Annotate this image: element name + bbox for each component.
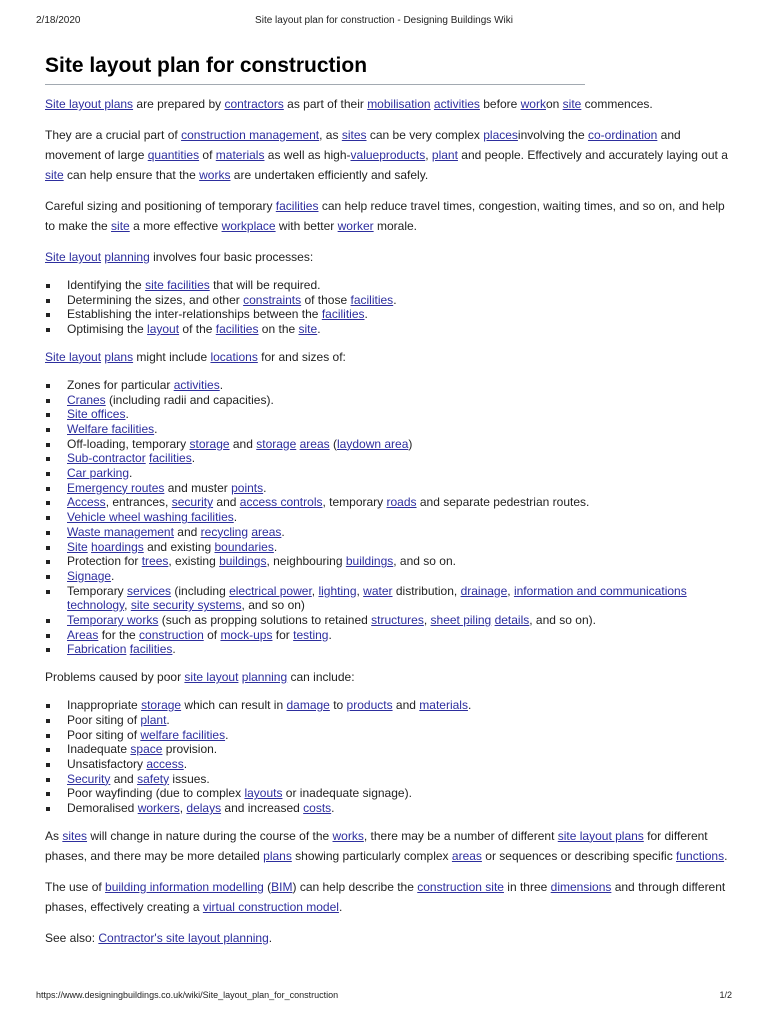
text-run: , (124, 598, 131, 613)
text-run: . (364, 307, 368, 322)
text-run: involves four basic processes: (149, 250, 314, 264)
text-run: which can result in (181, 698, 287, 713)
text-run: , (507, 583, 514, 598)
wiki-link[interactable]: materials (419, 698, 468, 713)
text-run: ) (408, 436, 413, 451)
wiki-link[interactable]: welfare facilities (140, 727, 226, 742)
text-run: are undertaken efficiently and safely. (230, 168, 429, 182)
text-run: ( (329, 436, 337, 451)
wiki-link[interactable]: facilities (350, 292, 394, 307)
wiki-link[interactable]: access controls (239, 495, 323, 510)
wiki-link[interactable]: site layout plans (557, 828, 644, 843)
wiki-link[interactable]: areas (251, 524, 282, 539)
list-item (45, 698, 735, 713)
wiki-link[interactable]: mobilisation (367, 97, 431, 111)
wiki-link[interactable]: plans (104, 349, 134, 364)
text-run: Establishing the inter-relationships between the (67, 307, 322, 322)
text-run: , (425, 148, 432, 162)
text-run: . (125, 407, 129, 422)
text-run: . (154, 421, 158, 436)
text-run: Off-loading, temporary (67, 436, 190, 451)
wiki-link[interactable]: Site layout plans (45, 97, 134, 111)
list-item (45, 466, 735, 481)
text-run: Optimising the (67, 322, 148, 337)
wiki-link[interactable]: layout (147, 322, 180, 337)
bullet-list (45, 698, 735, 816)
text-run: , (356, 583, 364, 598)
list-item (45, 569, 735, 584)
list-item (45, 393, 735, 408)
list-item (45, 786, 735, 801)
wiki-link[interactable]: construction (139, 627, 204, 642)
wiki-link[interactable]: site security systems (130, 598, 242, 613)
wiki-link[interactable]: site (298, 322, 318, 337)
text-run: ) can help describe the (292, 879, 418, 894)
text-run: on (545, 97, 563, 111)
wiki-link[interactable]: co-ordination (587, 128, 658, 142)
wiki-link[interactable]: Site layout (45, 250, 102, 264)
list-item (45, 422, 735, 437)
wiki-link[interactable]: safety (137, 771, 170, 786)
list-item (45, 293, 735, 308)
wiki-link[interactable]: Cranes (67, 392, 106, 407)
wiki-link[interactable]: Fabrication (67, 642, 127, 657)
text-run: or sequences or describing specific (481, 848, 677, 863)
text-run: , existing (168, 554, 220, 569)
text-run: as part of their (283, 97, 368, 111)
wiki-link[interactable]: work (520, 97, 546, 111)
text-run: with better (275, 219, 338, 233)
wiki-link[interactable]: information and communications technology (67, 583, 687, 613)
text-run: . (219, 377, 224, 392)
text-run: a more effective (129, 219, 222, 233)
wiki-link[interactable]: layouts (244, 786, 283, 801)
wiki-link[interactable]: Vehicle wheel washing facilities (67, 510, 234, 525)
text-run: can include: (287, 670, 355, 685)
wiki-link[interactable]: constraints (243, 292, 302, 307)
text-run: Temporary (67, 583, 128, 598)
text-run: . (273, 539, 278, 554)
wiki-link[interactable]: recycling (200, 524, 249, 539)
text-run: . (338, 899, 343, 914)
wiki-link[interactable]: materials (215, 148, 265, 162)
text-run: The use of (45, 879, 106, 894)
text-run: provision. (162, 742, 218, 757)
wiki-link[interactable]: Waste management (67, 524, 174, 539)
text-run: and (110, 771, 138, 786)
list-item (45, 495, 735, 510)
wiki-link[interactable]: facilities (275, 199, 319, 213)
wiki-link[interactable]: testing (293, 627, 329, 642)
text-run: to (329, 698, 347, 713)
text-run: and (213, 495, 240, 510)
text-run: . (393, 292, 397, 307)
text-run: , and so on) (241, 598, 305, 613)
text-run: morale. (373, 219, 417, 233)
list-item (45, 378, 735, 393)
paragraph (45, 826, 735, 866)
paragraph (45, 928, 735, 948)
text-run: . (724, 848, 728, 863)
text-run: . (281, 524, 285, 539)
page-number: 1/2 (719, 990, 732, 1000)
list-item (45, 278, 735, 293)
text-run: and (392, 698, 420, 713)
list-item (45, 713, 735, 728)
text-run: Inappropriate (67, 698, 142, 713)
list-item (45, 742, 735, 757)
wiki-link[interactable]: security (171, 495, 214, 510)
text-run: . (166, 712, 170, 727)
wiki-link[interactable]: laydown area (337, 436, 409, 451)
text-run: , there may be a number of different (363, 828, 558, 843)
wiki-link[interactable]: works (199, 168, 231, 182)
list-item (45, 728, 735, 743)
wiki-link[interactable]: mock-ups (220, 627, 273, 642)
wiki-link[interactable]: Car parking (67, 466, 130, 481)
wiki-link[interactable]: Temporary works (67, 613, 159, 628)
wiki-link[interactable]: activities (173, 377, 220, 392)
wiki-link[interactable]: buildings (345, 554, 394, 569)
text-run: of the (179, 322, 216, 337)
text-run: Careful sizing and positioning of temporary (45, 199, 276, 213)
wiki-link[interactable]: plant (140, 712, 167, 727)
wiki-link[interactable]: dimensions (550, 879, 612, 894)
list-item (45, 613, 735, 628)
wiki-link[interactable]: plant (431, 148, 458, 162)
wiki-link[interactable]: Access (67, 495, 106, 510)
list-item (45, 540, 735, 555)
text-run: They are a crucial part of (45, 128, 182, 142)
wiki-link[interactable]: space (130, 742, 163, 757)
text-run: . (225, 727, 229, 742)
wiki-link[interactable]: site (45, 168, 64, 182)
list-item (45, 757, 735, 772)
list-item (45, 554, 735, 569)
list-item (45, 628, 735, 643)
text-run: . (268, 930, 273, 945)
text-run: will change in nature during the course of the (87, 828, 333, 843)
wiki-link[interactable]: drainage (460, 583, 508, 598)
wiki-link[interactable]: structures (371, 613, 424, 628)
text-run: , and so on. (393, 554, 456, 569)
wiki-link[interactable]: facilities (321, 307, 365, 322)
text-run: See also: (45, 930, 99, 945)
text-run: , (179, 801, 187, 816)
list-item (45, 451, 735, 466)
text-run: . (111, 568, 115, 583)
text-run: . (263, 480, 267, 495)
wiki-link[interactable]: access (146, 756, 184, 771)
wiki-link[interactable]: areas (451, 848, 482, 863)
bullet-list (45, 278, 735, 337)
text-run: Determining the sizes, and other (67, 292, 244, 307)
wiki-link[interactable]: storage (189, 436, 230, 451)
wiki-link[interactable]: products (379, 148, 426, 162)
text-run: , temporary (322, 495, 387, 510)
list-item (45, 525, 735, 540)
wiki-link[interactable]: areas (299, 436, 330, 451)
text-run: distribution, (392, 583, 461, 598)
text-run: that will be required. (209, 278, 321, 292)
text-run: of those (301, 292, 351, 307)
wiki-link[interactable]: Signage (67, 568, 112, 583)
text-run: showing particularly complex (291, 848, 452, 863)
list-item (45, 481, 735, 496)
list-item (45, 584, 735, 613)
wiki-link[interactable]: buildings (219, 554, 267, 569)
text-run: and separate pedestrian routes. (416, 495, 590, 510)
wiki-link[interactable]: sheet piling (430, 613, 492, 628)
text-run: Zones for particular (67, 377, 174, 392)
wiki-link[interactable]: works (332, 828, 364, 843)
bullet-list (45, 378, 735, 657)
wiki-link[interactable]: site facilities (145, 278, 210, 292)
wiki-link[interactable]: workers (137, 801, 180, 816)
paragraph (45, 667, 735, 687)
text-run: ( (263, 879, 272, 894)
text-run: As (45, 828, 63, 843)
wiki-link[interactable]: hoardings (91, 539, 144, 554)
wiki-link[interactable]: Contractor's site layout planning (98, 930, 269, 945)
list-item (45, 642, 735, 657)
text-run: can be very complex (366, 128, 484, 142)
print-date: 2/18/2020 (36, 15, 81, 26)
text-run: (including (171, 583, 230, 598)
wiki-link[interactable]: worker (337, 219, 374, 233)
text-run: can help reduce travel times, congestion, waiting times, and so on, and help to make the (45, 199, 725, 233)
text-run: in three (503, 879, 551, 894)
text-run: can help ensure that the (63, 168, 200, 182)
wiki-link[interactable]: value (350, 148, 380, 162)
wiki-link[interactable]: Areas (67, 627, 99, 642)
text-run: and existing (143, 539, 215, 554)
wiki-link[interactable]: facilities (129, 642, 173, 657)
text-run: Poor siting of (67, 712, 141, 727)
wiki-link[interactable]: Security (67, 771, 111, 786)
wiki-link[interactable]: BIM (271, 879, 293, 894)
paragraph (45, 125, 735, 185)
article-body (45, 94, 735, 959)
wiki-link[interactable]: roads (386, 495, 417, 510)
wiki-link[interactable]: building information modelling (105, 879, 264, 894)
list-item (45, 322, 735, 337)
wiki-link[interactable]: activities (433, 97, 480, 111)
text-run: for (272, 627, 294, 642)
print-page-title: Site layout plan for construction - Designing Buildings Wiki (255, 15, 513, 26)
wiki-link[interactable]: water (363, 583, 393, 598)
text-run: Problems caused by poor (45, 670, 185, 685)
wiki-link[interactable]: plans (263, 848, 292, 863)
text-run: and people. Effectively and accurately laying out a (457, 148, 728, 162)
text-run: involving the (517, 128, 588, 142)
article-title: Site layout plan for construction (45, 54, 585, 85)
text-run: , and so on). (529, 613, 596, 628)
text-run: , (423, 613, 431, 628)
wiki-link[interactable]: places (483, 128, 518, 142)
paragraph (45, 94, 735, 114)
paragraph (45, 247, 735, 267)
text-run: and through different phases, effectively creating a (45, 879, 726, 914)
wiki-link[interactable]: lighting (318, 583, 357, 598)
text-run: Poor wayfinding (due to complex (67, 786, 245, 801)
wiki-link[interactable]: Sub-contractor (67, 451, 146, 466)
wiki-link[interactable]: Emergency routes (67, 480, 165, 495)
wiki-link[interactable]: delays (186, 801, 222, 816)
print-footer (36, 990, 732, 1004)
text-run: , neighbouring (266, 554, 346, 569)
text-run: . (328, 627, 332, 642)
wiki-link[interactable]: details (494, 613, 530, 628)
print-url: https://www.designingbuildings.co.uk/wiki/Site_layout_plan_for_construction (36, 990, 339, 1000)
text-run: of (199, 148, 216, 162)
text-run: . (129, 466, 133, 481)
text-run: might include (133, 349, 211, 364)
text-run: . (317, 322, 321, 337)
wiki-link[interactable]: electrical power (229, 583, 312, 598)
text-run: on the (258, 322, 299, 337)
wiki-link[interactable]: construction management (181, 128, 320, 142)
wiki-link[interactable]: quantities (147, 148, 200, 162)
text-run: Protection for (67, 554, 142, 569)
wiki-link[interactable]: virtual construction model (202, 899, 339, 914)
text-run: . (467, 698, 472, 713)
text-run: for and sizes of: (257, 349, 346, 364)
wiki-link[interactable]: products (346, 698, 393, 713)
list-item (45, 510, 735, 525)
text-run: (including radii and capacities). (105, 392, 274, 407)
wiki-link[interactable]: services (127, 583, 172, 598)
text-run: for the (98, 627, 140, 642)
text-run: Identifying the (67, 278, 146, 292)
wiki-link[interactable]: storage (256, 436, 297, 451)
text-run: issues. (169, 771, 210, 786)
wiki-link[interactable]: trees (141, 554, 169, 569)
wiki-link[interactable]: costs (303, 801, 332, 816)
wiki-link[interactable]: Welfare facilities (67, 421, 155, 436)
text-run: for different phases, and there may be more detailed (45, 828, 708, 863)
text-run: Demoralised (67, 801, 138, 816)
text-run: and increased (221, 801, 304, 816)
text-run: , as (319, 128, 342, 142)
text-run: . (191, 451, 196, 466)
wiki-link[interactable]: site (562, 97, 582, 111)
wiki-link[interactable]: functions (676, 848, 725, 863)
paragraph (45, 347, 735, 367)
text-run: . (233, 510, 238, 525)
wiki-link[interactable]: site layout (184, 670, 239, 685)
wiki-link[interactable]: planning (241, 670, 288, 685)
wiki-link[interactable]: Site (67, 539, 88, 554)
text-run: , entrances, (105, 495, 172, 510)
text-run: . (331, 801, 335, 816)
list-item (45, 801, 735, 816)
text-run: . (183, 756, 188, 771)
text-run: . (172, 642, 176, 657)
list-item (45, 407, 735, 422)
wiki-link[interactable]: Site layout (45, 349, 102, 364)
text-run: commences. (581, 97, 653, 111)
text-run: or inadequate signage). (282, 786, 412, 801)
text-run: and (173, 524, 201, 539)
wiki-link[interactable]: damage (286, 698, 330, 713)
list-item (45, 307, 735, 322)
wiki-link[interactable]: locations (210, 349, 258, 364)
print-header (36, 15, 732, 29)
text-run: , (311, 583, 319, 598)
wiki-link[interactable]: workplace (221, 219, 276, 233)
text-run: before (479, 97, 521, 111)
wiki-link[interactable]: facilities (149, 451, 192, 466)
wiki-link[interactable]: points (231, 480, 264, 495)
text-run: as well as high- (264, 148, 351, 162)
wiki-link[interactable]: storage (141, 698, 182, 713)
wiki-link[interactable]: sites (62, 828, 88, 843)
text-run: and movement of large (45, 128, 681, 162)
paragraph (45, 196, 735, 236)
wiki-link[interactable]: sites (341, 128, 367, 142)
text-run: of (203, 627, 221, 642)
paragraph (45, 877, 735, 917)
text-run: and (229, 436, 257, 451)
wiki-link[interactable]: boundaries (214, 539, 274, 554)
wiki-link[interactable]: facilities (215, 322, 259, 337)
text-run: are prepared by (133, 97, 225, 111)
wiki-link[interactable]: Site offices (67, 407, 126, 422)
list-item (45, 772, 735, 787)
text-run: Unsatisfactory (67, 756, 147, 771)
text-run: and muster (164, 480, 232, 495)
wiki-link[interactable]: site (111, 219, 130, 233)
wiki-link[interactable]: construction site (417, 879, 504, 894)
wiki-link[interactable]: contractors (224, 97, 284, 111)
text-run: (such as propping solutions to retained (158, 613, 372, 628)
wiki-link[interactable]: planning (104, 250, 150, 264)
text-run: Inadequate (67, 742, 131, 757)
text-run: Poor siting of (67, 727, 141, 742)
list-item (45, 437, 735, 452)
